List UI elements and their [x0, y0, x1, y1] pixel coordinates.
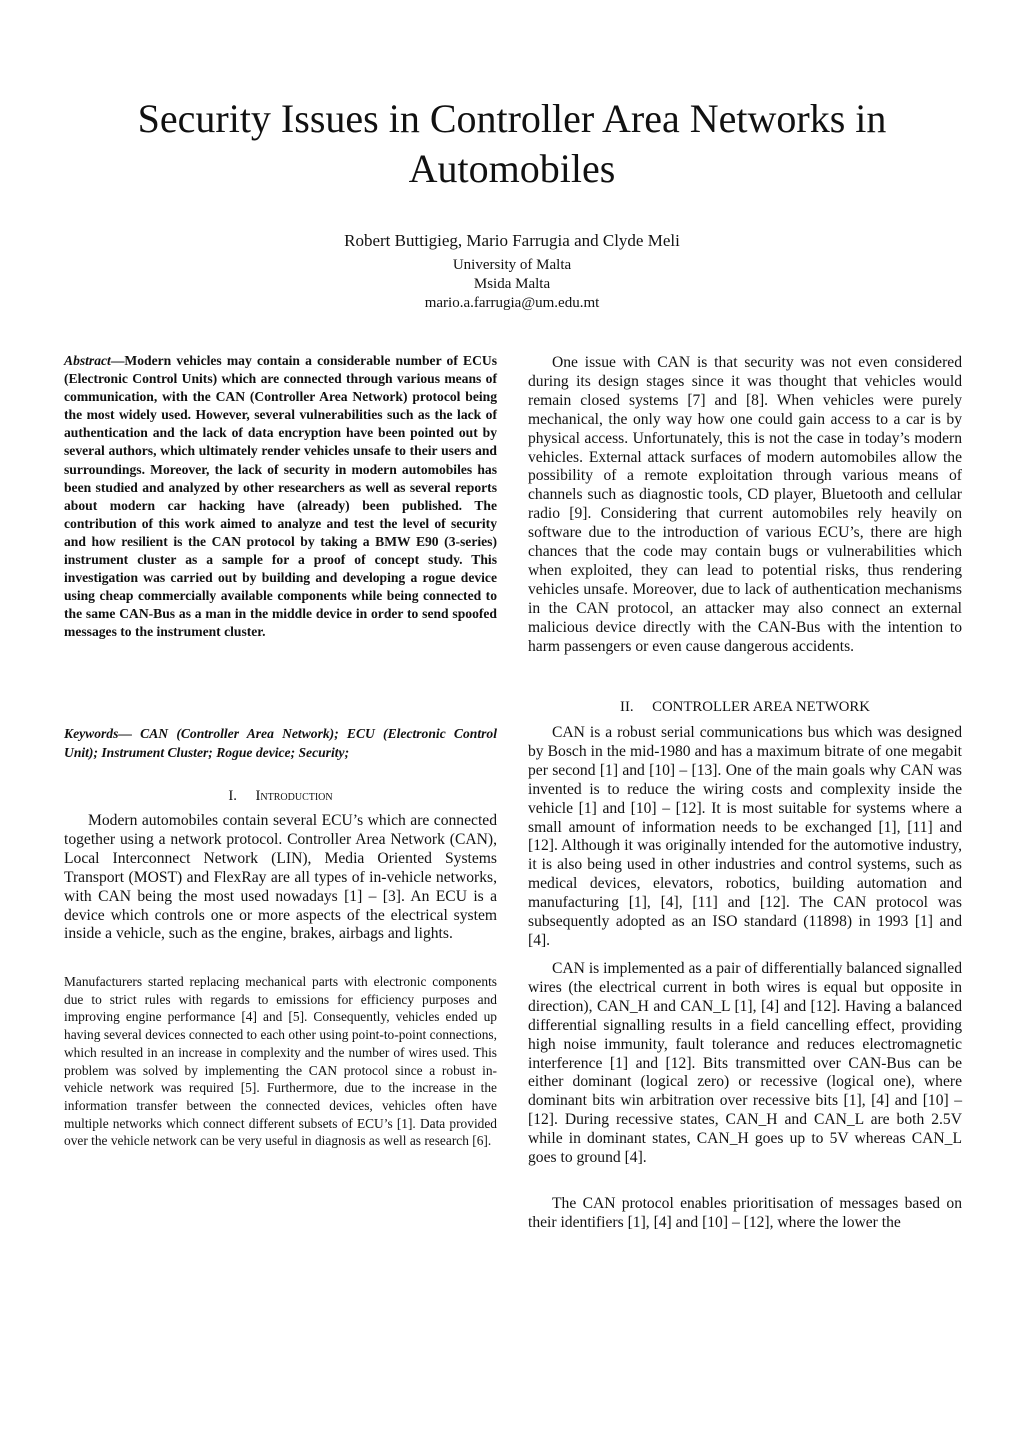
affiliation-university: University of Malta: [452, 257, 572, 273]
keywords-text: CAN (Controller Area Network); ECU (Electronic Control Unit); Instrument Cluster; Rogue device; Security;: [64, 726, 497, 760]
section-heading-introduction: [64, 786, 497, 806]
can-paragraph-1: CAN is a robust serial communications bus which was designed by Bosch in the mid-1980 and has a maximum bitrate of one megabit per second [1] and [10] – [13]. One of the main goals why CAN was invented is to reduce the wiring costs and complexity inside the vehicle [1] and [10] – [12]. It is most suitable for systems where a small amount of information needs to be exchanged [1], [11] and [12]. Although it was originally intended for the automotive industry, it is also being used in other industries and control systems, such as medical devices, elevators, robotics, building automation and manufacturing [1], [4], [11] and [12]. The CAN protocol was subsequently adopted as an ISO standard (11898) in 1993 [1] and [4].: [528, 724, 962, 949]
intro-paragraph-3: One issue with CAN is that security was not even considered during its design stages since it was thought that vehicles would remain closed systems [7] and [8]. When vehicles were purely mechanical, the only way how one could gain access to a car is by physical access. Unfortunately, this is not the case in today’s modern vehicles. External attack surfaces of modern automobiles allow the possibility of a remote exploitation through various means of channels such as diagnostic tools, CD player, Bluetooth and cellular radio [9]. Considering that current automobiles rely heavily on software due to the introduction of various ECU’s, there are high chances that the code may contain bugs or vulnerabilities which when exploited, they can lead to potential risks, thus rendering vehicles unsafe. Moreover, due to lack of authentication mechanisms in the CAN protocol, an attacker may also connect an external malicious device directly with the CAN-Bus with the intention to harm passengers or even cause dangerous accidents.: [528, 354, 962, 655]
author-list: Robert Buttigieg, Mario Farrugia and Clyde Meli: [344, 231, 680, 250]
section-title: CONTROLLER AREA NETWORK: [652, 699, 870, 715]
section-number: I.: [228, 788, 237, 804]
author-email: mario.a.farrugia@um.edu.mt: [424, 295, 600, 311]
paper-title: Security Issues in Controller Area Networks in Automobiles: [137, 96, 887, 191]
keywords-block: [64, 724, 497, 762]
abstract-dash: —: [110, 353, 125, 368]
abstract-block: [64, 352, 497, 642]
can-paragraph-3: The CAN protocol enables prioritisation of messages based on their identifiers [1], [4] and [10] – [12], where the lower the: [528, 1195, 962, 1231]
keywords-label: Keywords—: [64, 726, 132, 741]
abstract-text: Modern vehicles may contain a considerable number of ECUs (Electronic Control Units) which are connected through various means of communication, with the CAN (Controller Area Network) protocol being the most widely used. However, several vulnerabilities such as the lack of authentication and the lack of data encryption have been pointed out by several authors, which ultimately render vehicles unsafe to their users and surroundings. Moreover, the lack of security in modern automobiles has been studied and analyzed by other researchers as well as several reports about modern car hacking have (already) been published. The contribution of this work aimed to analyze and test the level of security and how resilient is the CAN protocol by taking a BMW E90 (3-series) instrument cluster as a sample for a proof of concept study. This investigation was carried out by building and developing a rogue device using cheap commercially available components while being connected to the same CAN-Bus as a man in the middle device in order to send spoofed messages to the instrument cluster.: [64, 353, 497, 640]
affiliation-city: Msida Malta: [473, 276, 551, 292]
intro-paragraph-2: Manufacturers started replacing mechanical parts with electronic components due to strict rules with regards to emissions for efficiency purposes and improving engine performance [4] and [5]. Consequently, vehicles ended up having several devices connected to each other using point-to-point connections, which resulted in an increase in complexity and the number of wires used. This problem was solved by implementing the CAN protocol since a robust in-vehicle network was required [5]. Furthermore, due to the increase in the information transfer between the connected devices, vehicles often have multiple networks which connect different subsets of ECU’s [1]. Data provided over the vehicle network can be very useful in diagnosis as well as research [6].: [64, 974, 497, 1149]
abstract-label: Abstract: [64, 353, 111, 368]
section-heading-can: [528, 697, 962, 717]
intro-paragraph-1: Modern automobiles contain several ECU’s which are connected together using a network protocol. Controller Area Network (CAN), Local Interconnect Network (LIN), Media Oriented Systems Transport (MOST) and FlexRay are all types of in-vehicle networks, with CAN being the most used nowadays [1] – [3]. An ECU is a device which controls one or more aspects of the electrical system inside a vehicle, such as the engine, brakes, airbags and lights.: [64, 812, 497, 943]
can-paragraph-2: CAN is implemented as a pair of differentially balanced signalled wires (the electrical current in both wires is equal but opposite in direction), CAN_H and CAN_L [1], [4] and [12]. Having a balanced differential signalling results in a field cancelling effect, providing high noise immunity, fault tolerance and reduces electromagnetic interference [1] and [12]. Bits transmitted over CAN-Bus can be either dominant (logical zero) or recessive (logical one), where dominant bits win arbitration over recessive bits [1], [4] and [10] – [12]. During recessive states, CAN_H and CAN_L are both 2.5V while in dominant states, CAN_H goes up to 5V whereas CAN_L goes to ground [4].: [528, 960, 962, 1167]
section-title: Introduction: [255, 788, 333, 804]
section-number: II.: [620, 699, 634, 715]
